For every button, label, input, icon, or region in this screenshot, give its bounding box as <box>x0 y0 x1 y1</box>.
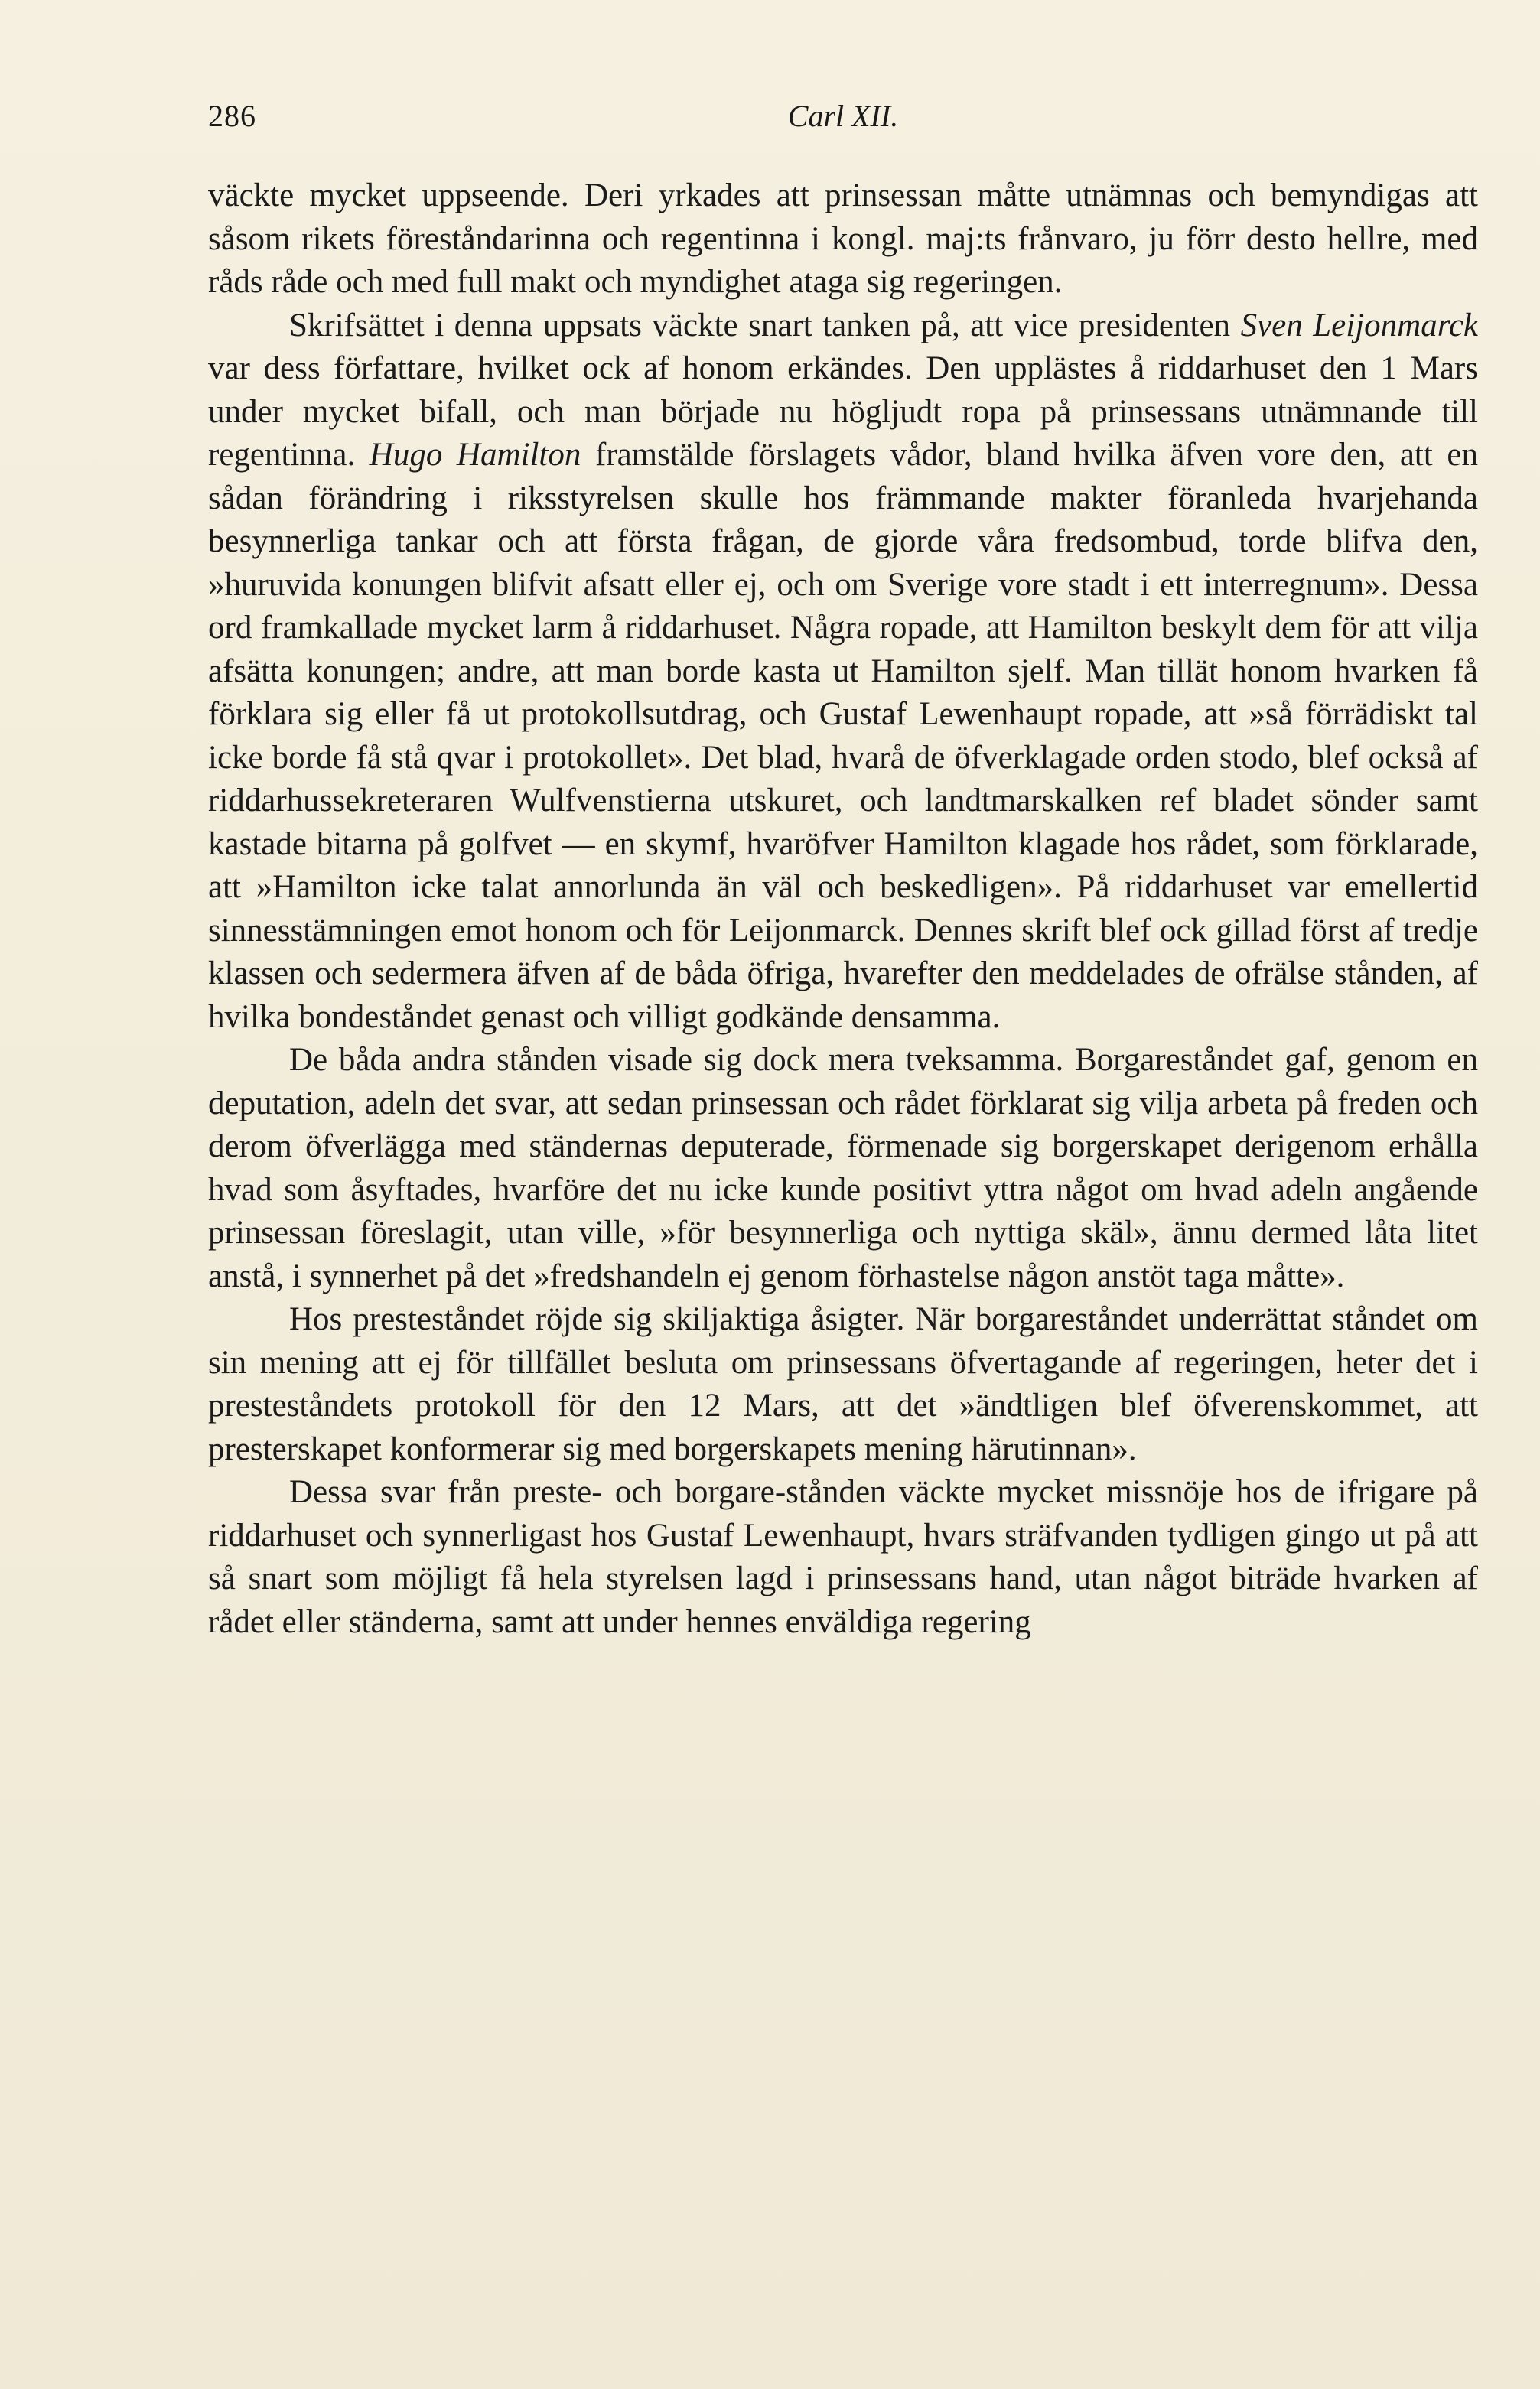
text-segment: väckte mycket uppseende. Deri yrkades att prinsessan måtte utnämnas och bemyndigas att såsom rikets föreståndarinna och regentinna i kongl. maj:ts frånvaro, ju förr desto hellre, med råds råde och med full makt och myndighet ataga sig regeringen. <box>208 177 1478 300</box>
paragraph-5 <box>208 1471 1478 1644</box>
running-title: Carl XII. <box>787 99 899 133</box>
page-header <box>208 98 1478 144</box>
text-segment: Dessa svar från preste- och borgare-stånden väckte mycket missnöje hos de ifrigare på riddarhuset och synnerligast hos Gustaf Lewenhaupt, hvars sträfvanden tydligen gingo ut på att så snart som möjligt få hela styrelsen lagd i prinsessans hand, utan något biträde hvarken af rådet eller ständerna, samt att under hennes enväldiga regering <box>208 1474 1478 1640</box>
page-number: 286 <box>208 99 256 133</box>
text-segment: Skrifsättet i denna uppsats väckte snart tanken på, att vice presidenten <box>289 307 1241 343</box>
paragraph-1 <box>208 174 1478 304</box>
paragraph-4 <box>208 1298 1478 1471</box>
paragraph-2 <box>208 304 1478 1040</box>
person-name-hugo-hamilton: Hugo Hamilton <box>369 437 581 473</box>
text-segment: framstälde förslagets vådor, bland hvilka äfven vore den, att en sådan förändring i riksstyrelsen skulle hos främmande makter föranleda hvarjehanda besynnerliga tankar och att första frågan, de gjorde våra fredsombud, torde blifva den, »huruvida konungen blifvit afsatt eller ej, och om Sverige vore stadt i ett interregnum». Dessa ord framkallade mycket larm å riddarhuset. Några ropade, att Hamilton beskylt dem för att vilja afsätta konungen; andre, att man borde kasta ut Hamilton sjelf. Man tillät honom hvarken få förklara sig eller få ut protokollsutdrag, och Gustaf Lewenhaupt ropade, att »så förrädiskt tal icke borde få stå qvar i protokollet». Det blad, hvarå de öfverklagade orden stodo, blef också af riddarhussekreteraren Wulfvenstierna utskuret, och landtmarskalken ref bladet sönder samt kastade bitarna på golfvet — en skymf, hvaröfver Hamilton klagade hos rådet, som förklarade, att »Hamilton icke talat annorlunda än väl och beskedligen». På riddarhuset var emellertid sinnesstämningen emot honom och för Leijonmarck. Dennes skrift blef ock gillad först af tredje klassen och sedermera äfven af de båda öfriga, hvarefter den meddelades de ofrälse stånden, af hvilka bondeståndet genast och villigt godkände densamma. <box>208 437 1478 1035</box>
body-text <box>208 174 1478 1644</box>
text-segment: var dess författare, hvilket ock af honom erkändes. Den upplästes å riddarhuset den 1 Mars under mycket bifall, och man började nu högljudt ropa på prinsessans utnämnande till regentinna. <box>208 350 1478 473</box>
paragraph-3 <box>208 1039 1478 1298</box>
person-name-sven-leijonmarck: Sven Leijonmarck <box>1240 307 1479 343</box>
text-segment: Hos presteståndet röjde sig skiljaktiga åsigter. När borgareståndet underrättat ståndet om sin mening att ej för tillfället besluta om prinsessans öfvertagande af regeringen, heter det i presteståndets protokoll för den 12 Mars, att det »ändtligen blef öfverenskommet, att presterskapet konformerar sig med borgerskapets mening härutinnan». <box>208 1301 1478 1467</box>
text-segment: De båda andra stånden visade sig dock mera tveksamma. Borgareståndet gaf, genom en deputation, adeln det svar, att sedan prinsessan och rådet förklarat sig vilja arbeta på freden och derom öfverlägga med ständernas deputerade, förmenade sig borgerskapet derigenom erhålla hvad som åsyftades, hvarföre det nu icke kunde positivt yttra något om hvad adeln angående prinsessan föreslagit, utan ville, »för besynnerliga och nyttiga skäl», ännu dermed låta litet anstå, i synnerhet på det »fredshandeln ej genom förhastelse någon anstöt taga måtte». <box>208 1042 1478 1294</box>
